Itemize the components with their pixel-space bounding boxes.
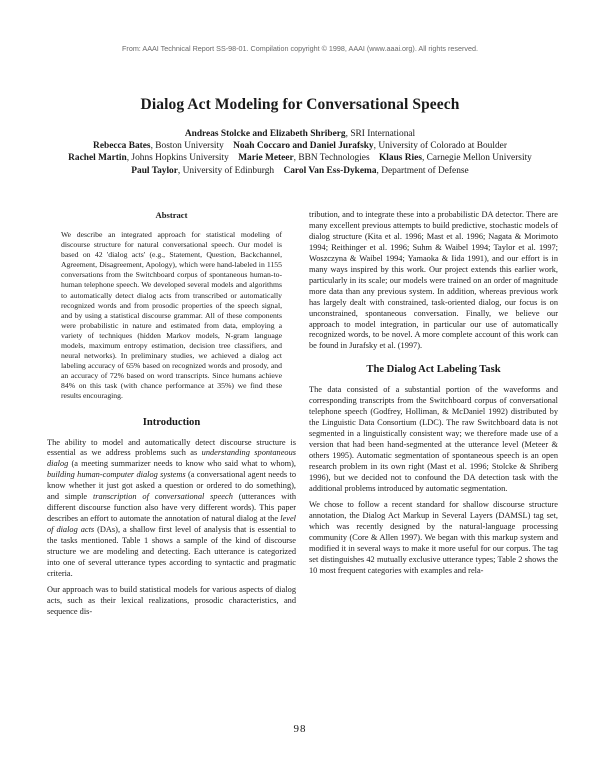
text-run: (a meeting summarizer needs to know who said what to whom), <box>68 459 296 469</box>
introduction-paragraph-1 <box>47 438 296 580</box>
author-line <box>10 128 590 140</box>
author-name: Paul Taylor <box>131 165 178 176</box>
paper-title: Dialog Act Modeling for Conversational Speech <box>140 96 460 113</box>
emphasized-phrase: understanding spontaneous dialog <box>47 448 296 469</box>
task-paragraph-2: We chose to follow a recent standard for shallow discourse structure annotation, the Dialog Act Markup in Several Layers (DAMSL) tag set, which was recently designed by the natural-language processing community (Core & Allen 1997). We began with this markup system and modified it in several ways to make it more useful for our corpus. The tag set distinguishes 42 mutually exclusive utterance types; Table 2 shows the 10 most frequent categories with examples and rela- <box>309 499 558 575</box>
author-name: Klaus Ries <box>379 153 422 164</box>
page-number: 98 <box>293 723 307 735</box>
introduction-continuation: tribution, and to integrate these into a probabilistic DA detector. There are many excellent previous attempts to build predictive, stochastic models of dialog structure (Kita et al. 1996; Mast et al. 1996; Nagata & Morimoto 1994; Reithinger et al. 1996; Suhm & Waibel 1994; Taylor et al. 1997; Woszczyna & Waibel 1994; Yamaoka & Iida 1991), and our effort is in many ways inspired by this work. Our project extends this earlier work, particularly in its scale; our models were trained on an order of magnitude more data than any previous system. In addition, whereas previous work has largely dealt with constrained, task-oriented dialog, our focus is on unconstrained, spontaneous conversation. Finally, we believe our approach to model integration, in particular our use of automatically recognized words, to be novel. A more complete account of this work can be found in Jurafsky et al. (1997). <box>309 210 558 351</box>
emphasized-phrase: level of dialog acts <box>47 514 296 535</box>
author-affiliation: , Johns Hopkins University <box>126 153 229 164</box>
abstract-body: We describe an integrated approach for statistical modeling of discourse structure for natural conversational speech. Our model is based on 42 'dialog acts' (e.g., Statement, Question, Backchannel, Agreement, Disagreement, Apology), which were hand-labeled in 1155 conversations from the Switchboard corpus of spontaneous human-to-human telephone speech. We developed several models and algorithms to automatically detect dialog acts from transcribed or automatically recognized words and from prosodic properties of the speech signal, and by using a statistical discourse grammar. All of these components were probabilistic in nature and estimated from data, employing a variety of techniques (hidden Markov models, N-gram language models, maximum entropy estimation, decision tree classifiers, and neural networks). In preliminary studies, we achieved a dialog act labeling accuracy of 65% based on recognized words and prosody, and an accuracy of 72% based on word transcripts. Since humans achieve 84% on this task (with chance performance at 35%) we find these results encouraging. <box>61 229 282 401</box>
text-run: (utterances with different discourse function also have very different words). This paper describes an effort to automate the annotation of natural dialog at the <box>47 492 296 524</box>
text-run: (a conversational agent needs to know whether it just got asked a question or ordered to do something), and simple <box>47 470 296 502</box>
author-affiliation: , University of Colorado at Boulder <box>373 141 507 152</box>
author-block <box>10 128 590 177</box>
author-affiliation: , Boston University <box>150 141 224 152</box>
author-name: Marie Meteer <box>238 153 294 164</box>
author-name: Rebecca Bates <box>93 141 151 152</box>
author-name: Rachel Martin <box>68 153 127 164</box>
author-affiliation: , Carnegie Mellon University <box>421 153 532 164</box>
text-run: (DAs), a shallow first level of analysis that is essential to the tasks mentioned. Table 1 shows a sample of the kind of discourse structure we are modeling and detecting. Each utterance is categorized into one of several utterance types according to syntactic and pragmatic criteria. <box>47 525 296 578</box>
introduction-heading: Introduction <box>142 416 201 428</box>
author-line <box>10 152 590 164</box>
author-line <box>10 140 590 152</box>
left-column <box>47 210 296 618</box>
copyright-note: From: AAAI Technical Report SS-98-01. Compilation copyright © 1998, AAAI (www.aaai.org). All rights reserved. <box>122 44 478 53</box>
author-name: Noah Coccaro and Daniel Jurafsky <box>233 141 374 152</box>
emphasized-phrase: building human-computer dialog systems <box>47 470 186 480</box>
introduction-paragraph-2: Our approach was to build statistical models for various aspects of dialog acts, such as their lexical realizations, prosodic characteristics, and sequence dis- <box>47 584 296 616</box>
author-affiliation: , University of Edinburgh <box>177 165 275 176</box>
author-line <box>10 165 590 177</box>
abstract-heading: Abstract <box>155 210 188 220</box>
emphasized-phrase: transcription of conversational speech <box>92 492 233 502</box>
author-affiliation: , SRI International <box>345 129 416 139</box>
text-run: The ability to model and automatically detect discourse structure is essential as we address problems such as <box>47 437 296 458</box>
task-section-heading: The Dialog Act Labeling Task <box>366 364 501 376</box>
task-paragraph-1: The data consisted of a substantial portion of the waveforms and corresponding transcripts from the Switchboard corpus of conversational telephone speech (Godfrey, Holliman, & McDaniel 1992) distributed by the Linguistic Data Consortium (LDC). The raw Switchboard data is not segmented in a linguistically consistent way; we therefore made use of a version that had been hand-segmented at the utterance level (Meteer & others 1995). Automatic segmentation of spontaneous speech is an open research problem in its own right (Mast et al. 1996; Stolcke & Shriberg 1996), but we decided not to confound the DA detection task with the additional problems introduced by automatic segmentation. <box>309 385 558 493</box>
author-affiliation: , BBN Technologies <box>293 153 370 164</box>
author-affiliation: , Department of Defense <box>376 165 469 176</box>
author-name: Carol Van Ess-Dykema <box>283 165 377 176</box>
right-column <box>309 210 558 577</box>
author-name: Andreas Stolcke and Elizabeth Shriberg <box>184 129 346 139</box>
